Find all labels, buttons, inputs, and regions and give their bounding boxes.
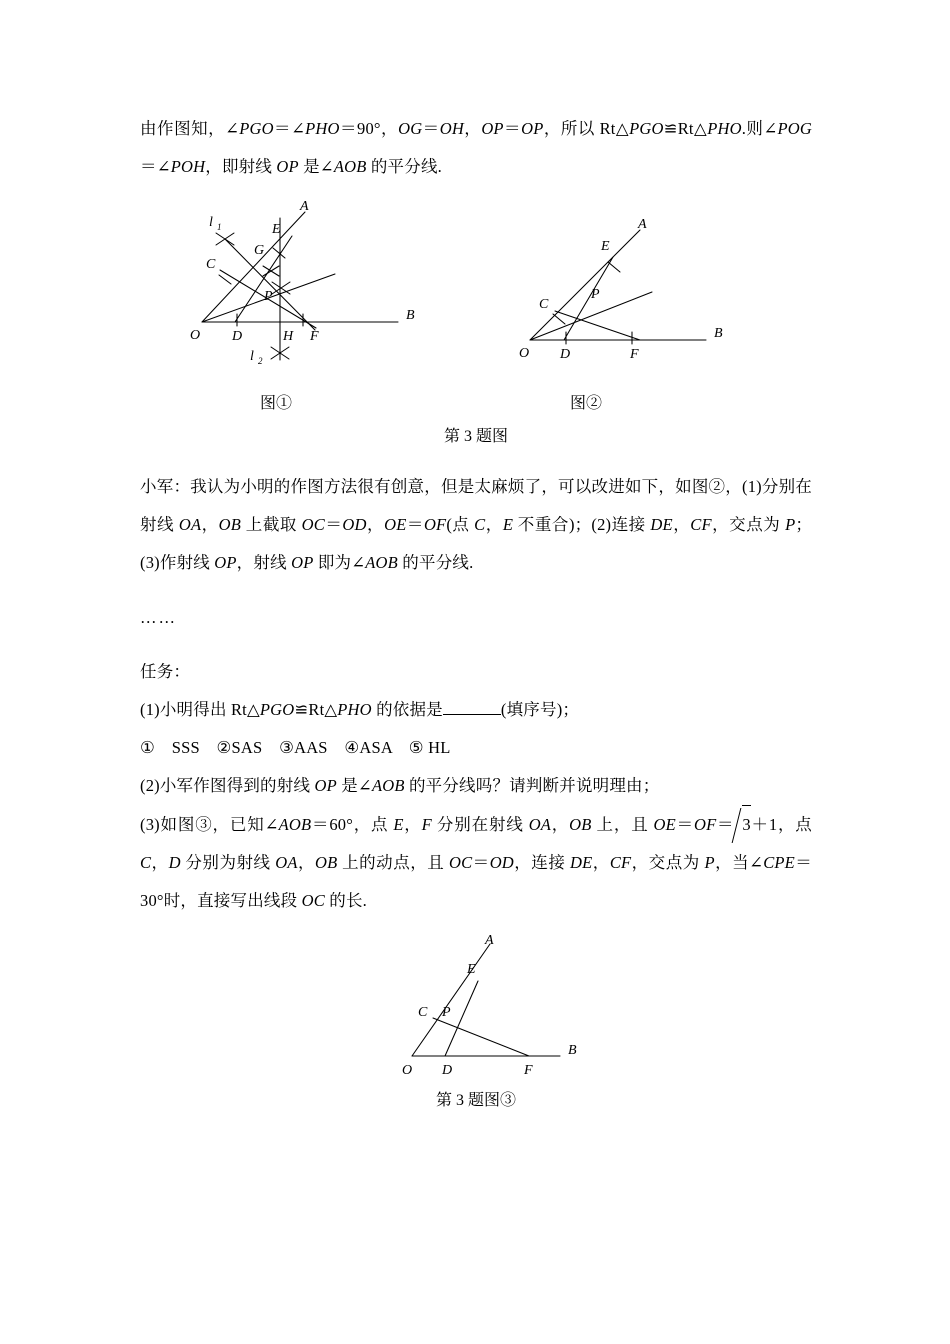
math-italic: DE xyxy=(650,515,673,534)
math-italic: CF xyxy=(690,515,712,534)
math-italic: F xyxy=(421,815,432,834)
fig2-label-O: O xyxy=(519,346,530,361)
math-italic: OC xyxy=(301,891,325,910)
fig1-label-O: O xyxy=(190,328,201,343)
math-italic: E xyxy=(502,515,514,534)
fig1-tick-C xyxy=(219,275,231,284)
math-italic: OP xyxy=(276,157,299,176)
math-italic: AOB xyxy=(365,553,398,572)
math-italic: OH xyxy=(439,119,464,138)
fig2-label-C: C xyxy=(539,297,549,312)
fig1-label-C: C xyxy=(206,257,216,272)
fig2-label-F: F xyxy=(630,347,639,362)
caption-figure-group: 第 3 题图 xyxy=(443,428,508,445)
fig3-label-C: C xyxy=(418,1005,428,1020)
math-italic: OA xyxy=(275,853,298,872)
math-italic: OP xyxy=(291,553,314,572)
fig1-label-E: E xyxy=(272,222,281,237)
math-italic: OD xyxy=(342,515,367,534)
math-italic: OB xyxy=(315,853,338,872)
math-italic: OC xyxy=(448,853,473,872)
fig3-ray-OA xyxy=(412,944,490,1056)
math-italic: AOB xyxy=(371,776,405,795)
math-italic: PHO xyxy=(707,119,742,138)
math-italic: OG xyxy=(398,119,423,138)
math-italic: OA xyxy=(528,815,552,834)
document-body xyxy=(140,110,812,1116)
math-italic: OF xyxy=(423,515,447,534)
math-italic: OP xyxy=(214,553,237,572)
math-italic: E xyxy=(393,815,404,834)
fig1-label-F: F xyxy=(310,329,319,344)
math-italic: OE xyxy=(384,515,407,534)
fig2-label-P: P xyxy=(591,287,600,302)
paragraph-ellipsis: …… xyxy=(140,607,177,627)
fig2-ray-OA xyxy=(530,230,640,340)
math-italic: C xyxy=(474,515,486,534)
math-italic: PHO xyxy=(305,119,340,138)
fig3-label-O: O xyxy=(402,1063,413,1078)
math-italic: C xyxy=(140,853,152,872)
math-italic: OE xyxy=(653,815,676,834)
fig1-label-l2: l xyxy=(250,349,254,364)
caption-fig2: 图② xyxy=(570,395,603,412)
math-italic: POG xyxy=(777,119,813,138)
math-italic: OP xyxy=(521,119,544,138)
math-italic: PGO xyxy=(239,119,274,138)
fig1-label-D: D xyxy=(232,329,243,344)
fig3-label-P: P xyxy=(442,1005,451,1020)
math-italic: DE xyxy=(570,853,593,872)
math-italic: OP xyxy=(314,776,337,795)
fig1-label-l1-subscript: 1 xyxy=(217,222,222,232)
fig3-label-E: E xyxy=(467,962,476,977)
math-italic: PHO xyxy=(337,700,372,719)
fig3-label-D: D xyxy=(442,1063,453,1078)
paragraph-task-1-options: ① SSS ②SAS ③AAS ④ASA ⑤ HL xyxy=(140,738,451,757)
fig1-label-P: P xyxy=(264,289,273,304)
fig1-label-l2-subscript: 2 xyxy=(258,356,263,366)
paragraph-task-2: (2)小军作图得到的射线 OP 是∠AOB 的平分线吗？请判断并说明理由； xyxy=(140,776,660,795)
math-italic: OB xyxy=(569,815,592,834)
fig3-label-B: B xyxy=(568,1043,577,1058)
fig3-label-A: A xyxy=(485,934,494,948)
math-italic: POH xyxy=(170,157,206,176)
caption-figure-3: 第 3 题图③ xyxy=(435,1092,516,1109)
paragraph-task-3: (3)如图③，已知∠AOB＝60°，点 E，F 分别在射线 OA，OB 上，且 OE＝OF＝ 3＋1，点 C，D 分别为射线 OA，OB 上的动点，且 OC＝OD，连接 DE，CF，交点为 P，当∠CPE＝30°时，直接写出线段 OC 的长. xyxy=(140,805,812,920)
figure-1-and-2-svg xyxy=(140,200,812,390)
math-italic: P xyxy=(785,515,796,534)
math-italic: OC xyxy=(301,515,325,534)
paragraph-task-1: (1)小明得出 Rt△PGO≌Rt△PHO 的依据是 (填序号)； xyxy=(140,700,580,719)
math-italic: PGO xyxy=(259,700,295,719)
math-italic: AOB xyxy=(278,815,312,834)
figure-3-block xyxy=(140,934,812,1116)
fig1-label-B: B xyxy=(406,308,415,323)
figure-group-1-2 xyxy=(140,200,812,452)
math-italic: OD xyxy=(489,853,514,872)
math-italic: D xyxy=(168,853,181,872)
math-italic: CPE xyxy=(763,853,795,872)
paragraph-xiaojun: 小军：我认为小明的作图方法很有创意，但是太麻烦了，可以改进如下，如图②，(1)分别在射线 OA，OB 上截取 OC＝OD，OE＝OF(点 C，E 不重合)；(2)连接 DE，CF，交点为 P；(3)作射线 OP，射线 OP 即为∠AOB 的平分线. xyxy=(140,477,813,572)
fill-in-blank[interactable] xyxy=(443,700,501,715)
fig1-label-A: A xyxy=(300,200,309,214)
math-italic: OA xyxy=(178,515,202,534)
fig2-label-A: A xyxy=(638,217,647,232)
math-italic: OF xyxy=(693,815,717,834)
fig2-label-B: B xyxy=(714,326,723,341)
fig2-label-E: E xyxy=(601,239,610,254)
caption-fig1: 图① xyxy=(260,395,293,412)
paragraph-tasks-heading: 任务： xyxy=(140,662,191,681)
fig3-label-F: F xyxy=(524,1063,533,1078)
math-italic: PGO xyxy=(629,119,664,138)
fig2-tick-E xyxy=(608,262,620,272)
math-italic: AOB xyxy=(333,157,367,176)
paragraph-intro: 由作图知，∠PGO＝∠PHO＝90°，OG＝OH，OP＝OP，所以 Rt△PGO≌Rt△PHO.则∠POG＝∠POH，即射线 OP 是∠AOB 的平分线. xyxy=(140,119,813,176)
fig2-label-D: D xyxy=(560,347,571,362)
math-italic: P xyxy=(704,853,715,872)
square-root xyxy=(734,805,750,844)
square-root-radicand: 3 xyxy=(742,805,750,844)
math-italic: OP xyxy=(481,119,504,138)
fig1-label-H: H xyxy=(283,329,294,344)
fig1-label-G: G xyxy=(254,243,265,258)
fig1-label-l1: l xyxy=(209,215,213,230)
math-italic: CF xyxy=(609,853,632,872)
math-italic: OB xyxy=(218,515,242,534)
figure-3-svg xyxy=(140,934,812,1084)
fig2-tick-C xyxy=(553,314,565,324)
figure-captions-row xyxy=(140,390,812,416)
